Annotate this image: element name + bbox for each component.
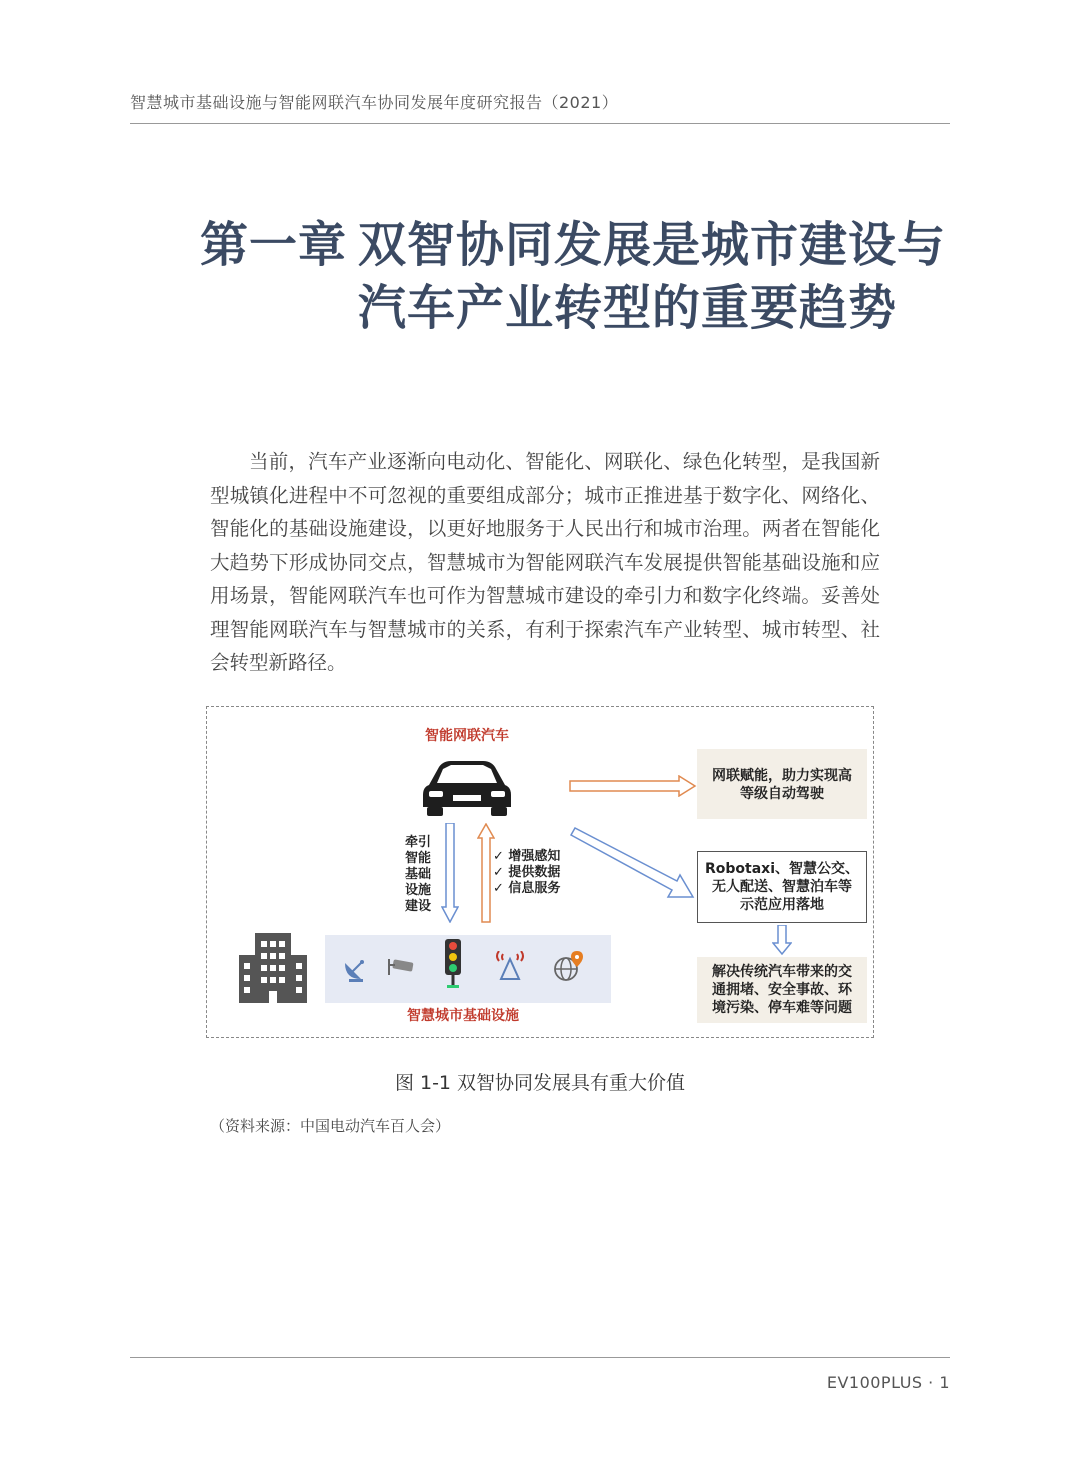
down-arrow	[441, 823, 459, 923]
car-label: 智能网联汽车	[425, 728, 509, 744]
building-icon	[235, 929, 311, 1005]
page-number: EV100PLUS · 1	[826, 1373, 950, 1392]
down-arrow-small	[772, 925, 792, 955]
figure-diagram	[206, 706, 874, 1038]
up-arrow-label: ✓ 增强感知 ✓ 提供数据 ✓ 信息服务	[493, 849, 561, 896]
infrastructure-band	[325, 935, 611, 1003]
running-header: 智慧城市基础设施与智能网联汽车协同发展年度研究报告（2021）	[130, 93, 619, 112]
chapter-title-line1: 双智协同发展是城市建设与	[358, 217, 947, 273]
down-arrow-label: 牵引 智能 基础 设施 建设	[405, 835, 432, 914]
chapter-title	[200, 214, 960, 340]
figure-caption: 图 1-1 双智协同发展具有重大价值	[394, 1072, 686, 1094]
value-box-applications: Robotaxi、智慧公交、 无人配送、智慧泊车等 示范应用落地	[697, 851, 867, 923]
footer-divider	[130, 1357, 950, 1358]
right-arrow	[569, 775, 697, 797]
camera-icon	[387, 957, 415, 977]
header-divider	[130, 123, 950, 124]
infra-label: 智慧城市基础设施	[407, 1008, 519, 1024]
globe-pin-icon	[553, 951, 585, 983]
chapter-title-line2: 汽车产业转型的重要趋势	[358, 280, 898, 336]
value-box-autonomous: 网联赋能，助力实现高 等级自动驾驶	[697, 749, 867, 819]
traffic-light-icon	[441, 939, 465, 989]
value-box-problems: 解决传统汽车带来的交 通拥堵、安全事故、环 境污染、停车难等问题	[697, 957, 867, 1023]
satellite-dish-icon	[341, 953, 371, 983]
chapter-number: 第一章	[200, 217, 348, 273]
signal-tower-icon	[493, 951, 527, 981]
car-icon	[421, 755, 513, 817]
diagonal-arrow	[569, 825, 697, 905]
body-paragraph: 当前，汽车产业逐渐向电动化、智能化、网联化、绿色化转型，是我国新型城镇化进程中不可忽视的重要组成部分；城市正推进基于数字化、网络化、智能化的基础设施建设，以更好地服务于人民出行和城市治理。两者在智能化大趋势下形成协同交点，智慧城市为智能网联汽车发展提供智能基础设施和应用场景，智能网联汽车也可作为智慧城市建设的牵引力和数字化终端。妥善处理智能网联汽车与智慧城市的关系，有利于探索汽车产业转型、城市转型、社会转型新路径。	[210, 450, 880, 674]
figure-source: （资料来源：中国电动汽车百人会）	[210, 1117, 451, 1135]
